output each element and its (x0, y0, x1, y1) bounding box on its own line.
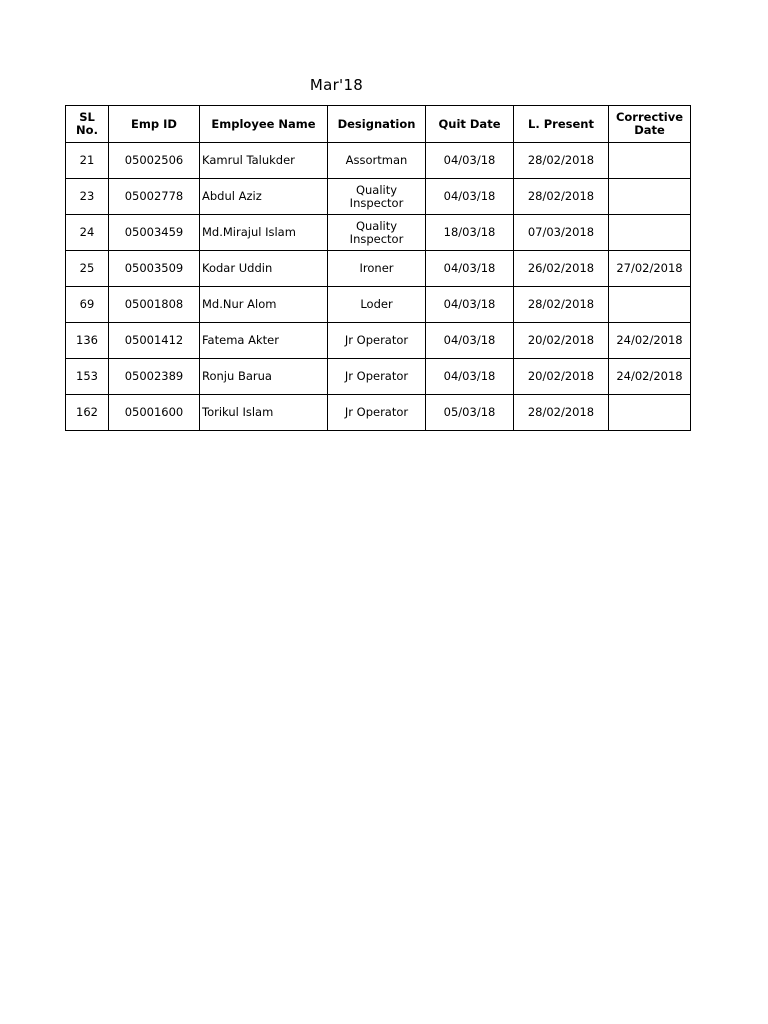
col-header-employee-name: Employee Name (200, 106, 328, 143)
cell-sl: 24 (66, 215, 109, 251)
cell-emp-id: 05001600 (109, 395, 200, 431)
cell-emp-id: 05002778 (109, 179, 200, 215)
cell-quit-date: 05/03/18 (426, 395, 514, 431)
cell-employee-name: Kodar Uddin (200, 251, 328, 287)
cell-emp-id: 05001808 (109, 287, 200, 323)
cell-emp-id: 05003509 (109, 251, 200, 287)
cell-designation: Quality Inspector (328, 179, 426, 215)
cell-employee-name: Fatema Akter (200, 323, 328, 359)
cell-employee-name: Md.Mirajul Islam (200, 215, 328, 251)
table-row (66, 395, 691, 431)
cell-l-present: 28/02/2018 (514, 395, 609, 431)
col-header-emp-id: Emp ID (109, 106, 200, 143)
col-header-sl: SL No. (66, 106, 109, 143)
cell-l-present: 20/02/2018 (514, 323, 609, 359)
col-header-designation: Designation (328, 106, 426, 143)
cell-l-present: 20/02/2018 (514, 359, 609, 395)
cell-sl: 162 (66, 395, 109, 431)
cell-corrective-date (609, 395, 691, 431)
cell-designation: Jr Operator (328, 323, 426, 359)
cell-corrective-date (609, 143, 691, 179)
cell-sl: 136 (66, 323, 109, 359)
cell-l-present: 07/03/2018 (514, 215, 609, 251)
cell-emp-id: 05003459 (109, 215, 200, 251)
cell-corrective-date: 27/02/2018 (609, 251, 691, 287)
cell-designation: Assortman (328, 143, 426, 179)
cell-l-present: 28/02/2018 (514, 179, 609, 215)
cell-corrective-date (609, 287, 691, 323)
cell-designation: Quality Inspector (328, 215, 426, 251)
cell-quit-date: 04/03/18 (426, 251, 514, 287)
cell-sl: 21 (66, 143, 109, 179)
cell-corrective-date: 24/02/2018 (609, 359, 691, 395)
cell-designation: Loder (328, 287, 426, 323)
cell-employee-name: Kamrul Talukder (200, 143, 328, 179)
cell-employee-name: Torikul Islam (200, 395, 328, 431)
cell-quit-date: 04/03/18 (426, 323, 514, 359)
cell-quit-date: 04/03/18 (426, 143, 514, 179)
cell-quit-date: 04/03/18 (426, 359, 514, 395)
cell-designation: Jr Operator (328, 359, 426, 395)
table-row (66, 143, 691, 179)
cell-corrective-date (609, 179, 691, 215)
table-row (66, 323, 691, 359)
cell-sl: 23 (66, 179, 109, 215)
cell-corrective-date: 24/02/2018 (609, 323, 691, 359)
sheet-title: Mar'18 (309, 76, 364, 94)
table-row (66, 215, 691, 251)
cell-sl: 153 (66, 359, 109, 395)
cell-employee-name: Abdul Aziz (200, 179, 328, 215)
col-header-quit-date: Quit Date (426, 106, 514, 143)
cell-employee-name: Ronju Barua (200, 359, 328, 395)
cell-sl: 69 (66, 287, 109, 323)
cell-emp-id: 05001412 (109, 323, 200, 359)
cell-sl: 25 (66, 251, 109, 287)
cell-designation: Jr Operator (328, 395, 426, 431)
employee-table (65, 105, 691, 431)
cell-quit-date: 04/03/18 (426, 179, 514, 215)
cell-quit-date: 18/03/18 (426, 215, 514, 251)
table-row (66, 287, 691, 323)
col-header-l-present: L. Present (514, 106, 609, 143)
table-row (66, 179, 691, 215)
table-row (66, 359, 691, 395)
cell-corrective-date (609, 215, 691, 251)
table-row (66, 251, 691, 287)
cell-emp-id: 05002389 (109, 359, 200, 395)
cell-emp-id: 05002506 (109, 143, 200, 179)
cell-employee-name: Md.Nur Alom (200, 287, 328, 323)
cell-quit-date: 04/03/18 (426, 287, 514, 323)
cell-l-present: 28/02/2018 (514, 287, 609, 323)
header-row (66, 106, 691, 143)
cell-l-present: 26/02/2018 (514, 251, 609, 287)
cell-designation: Ironer (328, 251, 426, 287)
cell-l-present: 28/02/2018 (514, 143, 609, 179)
col-header-corrective-date: Corrective Date (609, 106, 691, 143)
